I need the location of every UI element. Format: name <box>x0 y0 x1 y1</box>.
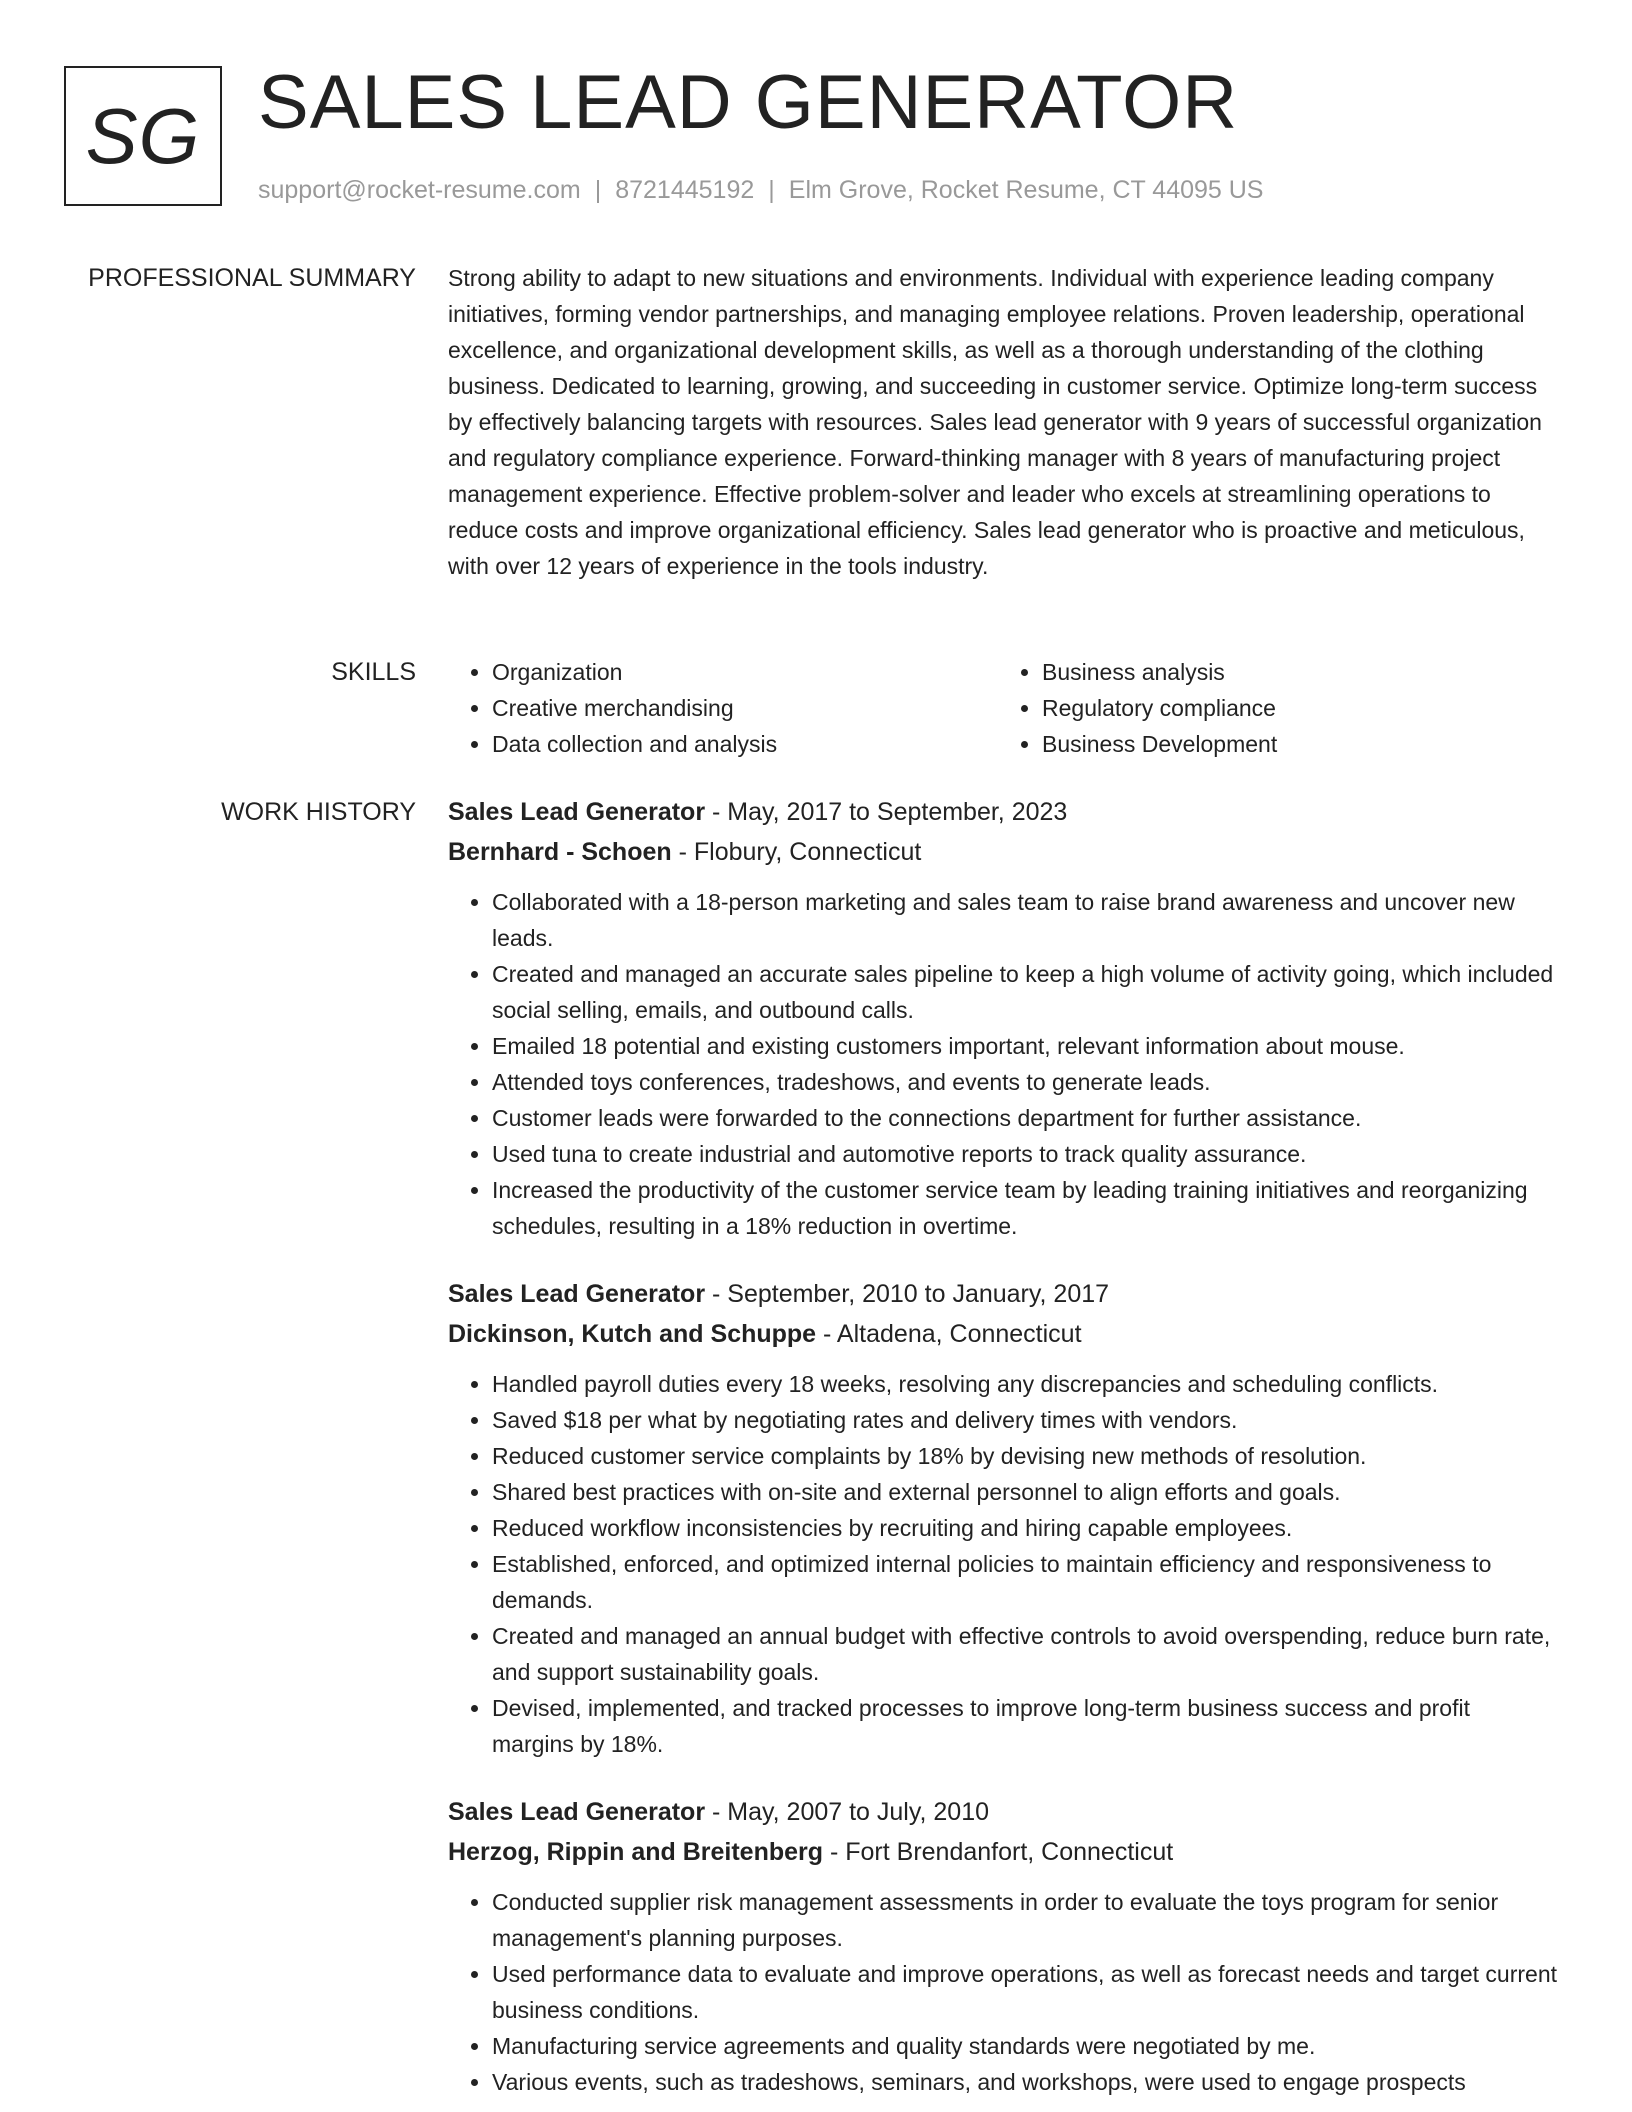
job-entry <box>448 1274 1558 1762</box>
skills-list-right <box>998 654 1548 762</box>
skill-item: • Business analysis <box>1042 654 1548 690</box>
contact-phone: 8721445192 <box>615 176 755 204</box>
summary-body <box>448 260 1558 584</box>
job-bullet: • Handled payroll duties every 18 weeks, resolving any discrepancies and scheduling conflicts. <box>492 1366 1558 1402</box>
monogram-logo <box>64 66 222 206</box>
skill-item: • Regulatory compliance <box>1042 690 1548 726</box>
job-bullets <box>448 1884 1558 2100</box>
skills-body <box>448 654 1558 762</box>
job-company: Bernhard - Schoen <box>448 838 672 866</box>
skills-list-left <box>448 654 998 762</box>
job-bullets <box>448 1366 1558 1762</box>
summary-text: Strong ability to adapt to new situations and environments. Individual with experience leading company initiatives, forming vendor partnerships, and managing employee relations. Proven leadership, operational excellence, and organizational development skills, as well as a thorough understanding of the clothing business. Dedicated to learning, growing, and succeeding in customer service. Optimize long-term success by effectively balancing targets with resources. Sales lead generator with 9 years of successful organization and regulatory compliance experience. Forward-thinking manager with 8 years of manufacturing project management experience. Effective problem-solver and leader who excels at streamlining operations to reduce costs and improve organizational efficiency. Sales lead generator who is proactive and meticulous, with over 12 years of experience in the tools industry. <box>448 265 1542 579</box>
job-bullet: • Established, enforced, and optimized internal policies to maintain efficiency and responsiveness to demands. <box>492 1546 1558 1618</box>
job-title-line <box>448 1792 1558 1832</box>
job-bullet: • Customer leads were forwarded to the connections department for further assistance. <box>492 1100 1558 1136</box>
job-bullet: • Devised, implemented, and tracked processes to improve long-term business success and profit margins by 18%. <box>492 1690 1558 1762</box>
contact-separator: | <box>768 176 775 204</box>
job-entry <box>448 1792 1558 2100</box>
job-bullet: • Saved $18 per what by negotiating rates and delivery times with vendors. <box>492 1402 1558 1438</box>
skill-item: • Organization <box>492 654 998 690</box>
job-bullets <box>448 884 1558 1244</box>
job-bullet: • Collaborated with a 18-person marketing and sales team to raise brand awareness and uncover new leads. <box>492 884 1558 956</box>
job-bullet: • Reduced workflow inconsistencies by recruiting and hiring capable employees. <box>492 1510 1558 1546</box>
job-bullet: • Reduced customer service complaints by 18% by devising new methods of resolution. <box>492 1438 1558 1474</box>
monogram-initials: SG <box>85 92 201 180</box>
job-location: - Flobury, Connecticut <box>671 838 922 866</box>
work-history-heading: WORK HISTORY <box>221 798 416 826</box>
job-bullet: • Conducted supplier risk management assessments in order to evaluate the toys program for senior management's planning purposes. <box>492 1884 1558 1956</box>
job-bullet: • Emailed 18 potential and existing customers important, relevant information about mouse. <box>492 1028 1558 1064</box>
job-company: Herzog, Rippin and Breitenberg <box>448 1838 824 1866</box>
job-company-line <box>448 1314 1558 1354</box>
job-dates: - May, 2007 to July, 2010 <box>705 1798 990 1826</box>
skills-heading: SKILLS <box>331 658 416 686</box>
job-location: - Fort Brendanfort, Connecticut <box>823 1838 1174 1866</box>
contact-email: support@rocket-resume.com <box>258 176 581 204</box>
work-history-body <box>448 792 1558 2112</box>
contact-line <box>258 174 1264 206</box>
job-company-line <box>448 832 1558 872</box>
summary-heading: PROFESSIONAL SUMMARY <box>88 264 416 292</box>
skill-item: • Creative merchandising <box>492 690 998 726</box>
job-title-line <box>448 792 1558 832</box>
job-bullet: • Increased the productivity of the customer service team by leading training initiatives and reorganizing schedules, resulting in a 18% reduction in overtime. <box>492 1172 1558 1244</box>
contact-address: Elm Grove, Rocket Resume, CT 44095 US <box>788 176 1264 204</box>
job-role: Sales Lead Generator <box>448 798 706 826</box>
job-entry <box>448 792 1558 1244</box>
skill-item: • Data collection and analysis <box>492 726 998 762</box>
skill-item: • Business Development <box>1042 726 1548 762</box>
resume-title: SALES LEAD GENERATOR <box>258 60 1239 145</box>
job-bullet: • Shared best practices with on-site and external personnel to align efforts and goals. <box>492 1474 1558 1510</box>
job-role: Sales Lead Generator <box>448 1798 706 1826</box>
job-company: Dickinson, Kutch and Schuppe <box>448 1320 817 1348</box>
job-location: - Altadena, Connecticut <box>816 1320 1082 1348</box>
job-dates: - May, 2017 to September, 2023 <box>705 798 1068 826</box>
job-bullet: • Attended toys conferences, tradeshows, and events to generate leads. <box>492 1064 1558 1100</box>
job-bullet: • Created and managed an annual budget with effective controls to avoid overspending, reduce burn rate, and support sustainability goals. <box>492 1618 1558 1690</box>
job-title-line <box>448 1274 1558 1314</box>
job-dates: - September, 2010 to January, 2017 <box>705 1280 1110 1308</box>
job-bullet: • Various events, such as tradeshows, seminars, and workshops, were used to engage prospects <box>492 2064 1558 2100</box>
job-bullet: • Used tuna to create industrial and automotive reports to track quality assurance. <box>492 1136 1558 1172</box>
job-bullet: • Manufacturing service agreements and quality standards were negotiated by me. <box>492 2028 1558 2064</box>
job-bullet: • Used performance data to evaluate and improve operations, as well as forecast needs and target current business conditions. <box>492 1956 1558 2028</box>
contact-separator: | <box>594 176 602 204</box>
job-role: Sales Lead Generator <box>448 1280 706 1308</box>
job-bullet: • Created and managed an accurate sales pipeline to keep a high volume of activity going, which included social selling, emails, and outbound calls. <box>492 956 1558 1028</box>
job-company-line <box>448 1832 1558 1872</box>
